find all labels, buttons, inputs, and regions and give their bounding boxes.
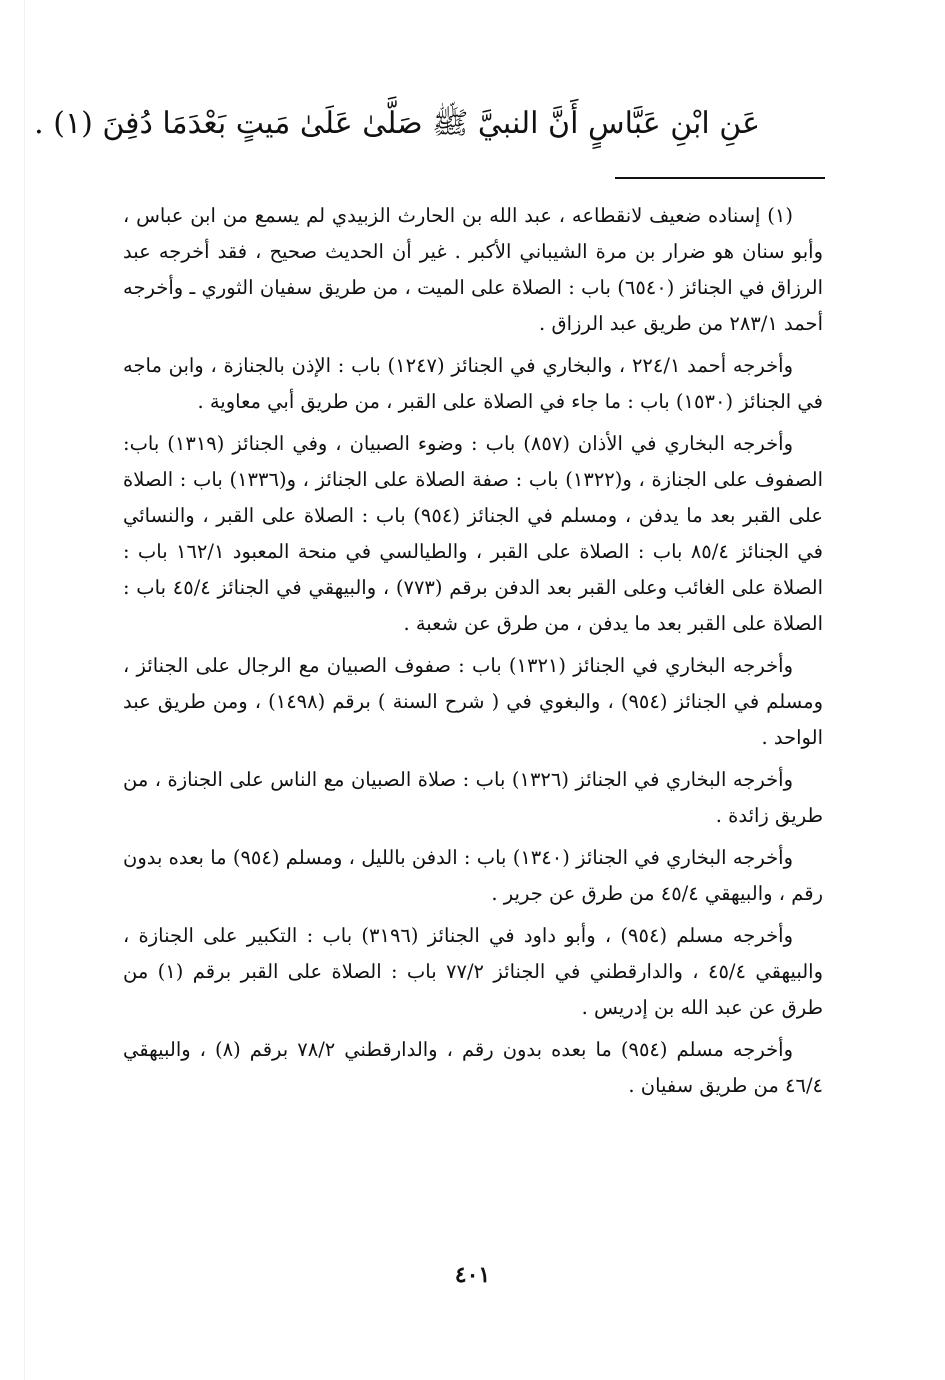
footnote-paragraph: وأخرجه البخاري في الجنائز (١٣٢٦) باب : صلاة الصبيان مع الناس على الجنازة ، من طريق زائدة . — [123, 768, 823, 827]
footnote-paragraph: وأخرجه البخاري في الأذان (٨٥٧) باب : وضوء الصبيان ، وفي الجنائز (١٣١٩) باب: الصفوف على الجنازة ، و(١٣٢٢) باب : صفة الصلاة على الجنائز ، و(١٣٣٦) باب : الصلاة على القبر بعد ما يدفن ، ومسلم في الجنائز (٩٥٤) باب : الصلاة على القبر ، والنسائي في الجنائز ٨٥/٤ باب : الصلاة على القبر ، والطيالسي في منحة المعبود ١٦٢/١ باب : الصلاة على الغائب وعلى القبر بعد الدفن برقم (٧٧٣) ، والبيهقي في الجنائز ٤٥/٤ باب : الصلاة على القبر بعد ما يدفن ، من طرق عن شعبة . — [123, 432, 824, 635]
page-edge-shadow — [24, 0, 25, 1380]
page-number: ٤٠١ — [454, 1262, 491, 1288]
footnote-paragraph: وأخرجه البخاري في الجنائز (١٣٢١) باب : صفوف الصبيان مع الرجال على الجنائز ، ومسلم في الجنائز (٩٥٤) ، والبغوي في ( شرح السنة ) برقم (١٤٩٨) ، ومن طريق عبد الواحد . — [123, 654, 823, 749]
footnotes — [123, 198, 823, 1110]
footnote-paragraph: وأخرجه مسلم (٩٥٤) ، وأبو داود في الجنائز (٣١٩٦) باب : التكبير على الجنازة ، والبيهقي ٤٥/٤ ، والدارقطني في الجنائز ٧٧/٢ باب : الصلاة على القبر برقم (١) من طرق عن عبد الله بن إدريس . — [123, 924, 823, 1019]
footnote-paragraph: وأخرجه مسلم (٩٥٤) ما بعده بدون رقم ، والدارقطني ٧٨/٢ برقم (٨) ، والبيهقي ٤٦/٤ من طريق سفيان . — [123, 1038, 823, 1097]
footnote-paragraph: وأخرجه أحمد ٢٢٤/١ ، والبخاري في الجنائز (١٢٤٧) باب : الإذن بالجنازة ، وابن ماجه في الجنائز (١٥٣٠) باب : ما جاء في الصلاة على القبر ، من طريق أبي معاوية . — [123, 354, 823, 413]
footnote-paragraph: وأخرجه البخاري في الجنائز (١٣٤٠) باب : الدفن بالليل ، ومسلم (٩٥٤) ما بعده بدون رقم ، والبيهقي ٤٥/٤ من طرق عن جرير . — [123, 846, 823, 905]
hadith-text: عَنِ ابْنِ عَبَّاسٍ أَنَّ النبيَّ ﷺ صَلَّىٰ عَلَىٰ مَيتٍ بَعْدَمَا دُفِنَ (١) . — [34, 106, 760, 141]
footnote-paragraph: (١) إسناده ضعيف لانقطاعه ، عبد الله بن الحارث الزبيدي لم يسمع من ابن عباس ، وأبو سنان هو ضرار بن مرة الشيباني الأكبر . غير أن الحديث صحيح ، فقد أخرجه عبد الرزاق في الجنائز (٦٥٤٠) باب : الصلاة على الميت ، من طريق سفيان الثوري ـ وأخرجه أحمد ٢٨٣/١ من طريق عبد الرزاق . — [123, 204, 824, 335]
footnote-separator — [615, 177, 825, 179]
